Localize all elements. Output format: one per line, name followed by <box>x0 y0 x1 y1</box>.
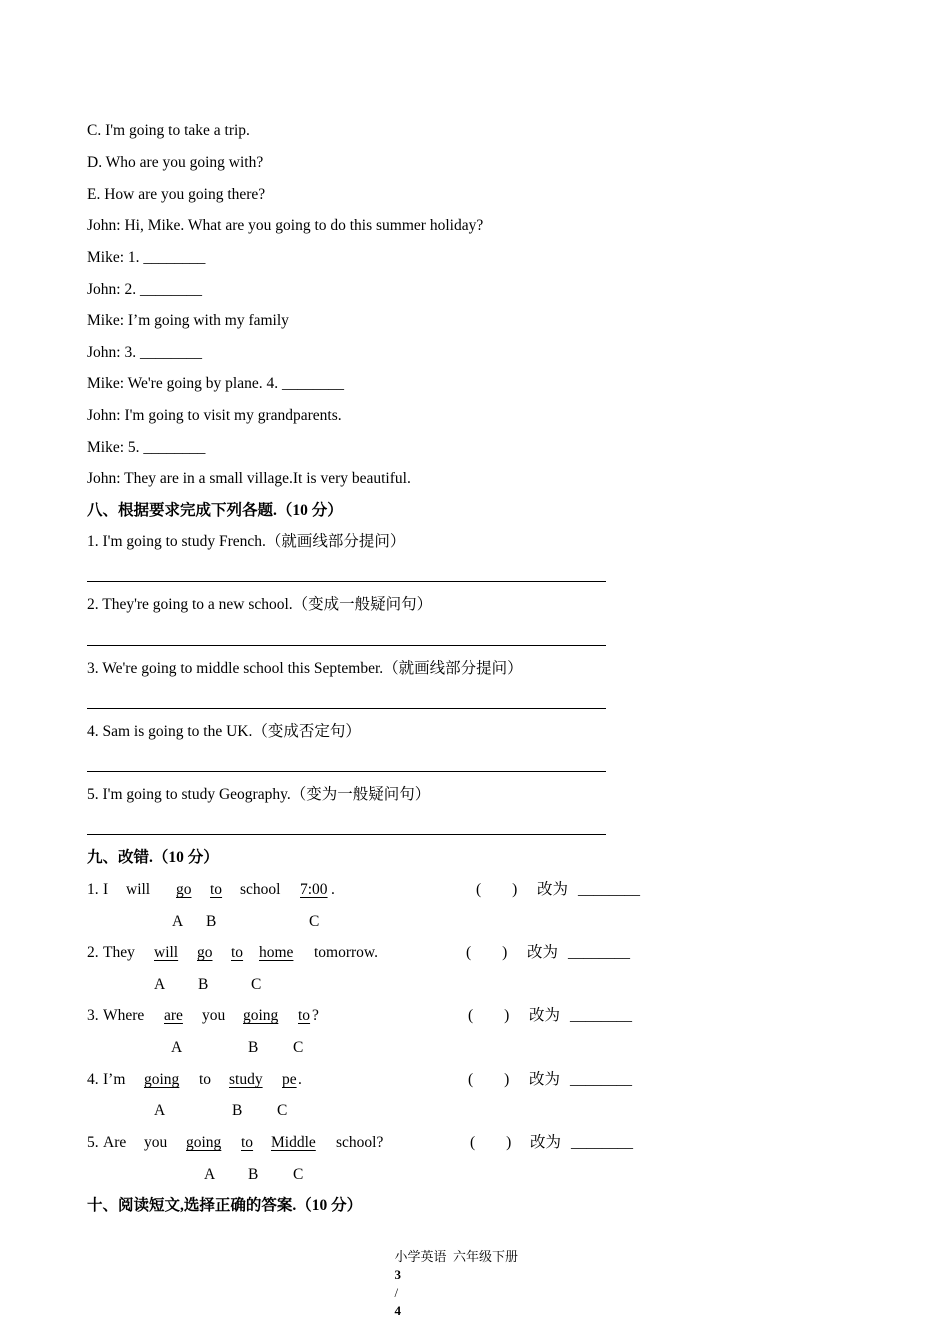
word-underlined-c: to <box>231 944 244 961</box>
answer-line[interactable] <box>87 581 606 582</box>
correction-blank[interactable]: ________ <box>570 1071 632 1088</box>
word-underlined-a: will <box>154 944 179 961</box>
rewrite-item-3: 3. We're going to middle school this September.（就画线部分提问） <box>87 660 523 677</box>
option-letter: C <box>293 1039 304 1056</box>
word-underlined-c: Middle <box>271 1134 316 1151</box>
change-to-label: 改为 <box>530 1134 562 1151</box>
dialogue-line: John: 3. ________ <box>87 344 202 361</box>
correction-blank[interactable]: ________ <box>578 881 640 898</box>
option-letter: A <box>204 1166 216 1183</box>
word-underlined-a: go <box>176 881 192 898</box>
dialogue-line: Mike: We're going by plane. 4. ________ <box>87 375 344 392</box>
option-letter: A <box>171 1039 183 1056</box>
option-letter: C <box>277 1102 288 1119</box>
word: you <box>202 1007 226 1024</box>
section-9-title: 九、改错.（10 分） <box>87 849 219 866</box>
word-underlined-a: going <box>144 1071 180 1088</box>
word-underlined-a: going <box>186 1134 222 1151</box>
page-separator: / <box>394 1285 399 1300</box>
option-d: D. Who are you going with? <box>87 154 264 171</box>
change-to-label: 改为 <box>529 1007 561 1024</box>
rewrite-item-2: 2. They're going to a new school.（变成一般疑问句） <box>87 596 433 613</box>
option-letter: C <box>251 976 262 993</box>
page-total: 4 <box>394 1303 401 1318</box>
word: . <box>331 881 335 898</box>
dialogue-line: Mike: I’m going with my family <box>87 312 289 329</box>
rewrite-item-4: 4. Sam is going to the UK.（变成否定句） <box>87 723 361 740</box>
word: They <box>103 944 135 961</box>
option-letter: C <box>293 1166 304 1183</box>
dialogue-line: John: 2. ________ <box>87 281 202 298</box>
word-underlined-b: going <box>243 1007 279 1024</box>
dialogue-line: John: Hi, Mike. What are you going to do this summer holiday? <box>87 217 484 234</box>
answer-bracket[interactable]: ( ) <box>466 944 508 961</box>
word: to <box>199 1071 212 1088</box>
answer-bracket[interactable]: ( ) <box>470 1134 512 1151</box>
word: school? <box>336 1134 384 1151</box>
option-letter: A <box>154 1102 166 1119</box>
word-underlined-b: to <box>241 1134 254 1151</box>
section-10-title: 十、阅读短文,选择正确的答案.（10 分） <box>87 1197 363 1214</box>
option-letter: B <box>248 1166 259 1183</box>
footer-label: 小学英语 六年级下册 <box>394 1249 519 1264</box>
answer-line[interactable] <box>87 834 606 835</box>
change-to-label: 改为 <box>537 881 569 898</box>
word-underlined-c: pe <box>282 1071 297 1088</box>
option-letter: B <box>206 913 217 930</box>
word: Are <box>103 1134 127 1151</box>
correction-blank[interactable]: ________ <box>571 1134 633 1151</box>
word: Where <box>103 1007 145 1024</box>
option-e: E. How are you going there? <box>87 186 266 203</box>
change-to-label: 改为 <box>527 944 559 961</box>
item-number: 3. <box>87 1007 99 1024</box>
option-letter: B <box>248 1039 259 1056</box>
word-underlined-b: to <box>210 881 223 898</box>
word-underlined-b: go <box>197 944 213 961</box>
option-letter: A <box>172 913 184 930</box>
rewrite-item-1: 1. I'm going to study French.（就画线部分提问） <box>87 533 406 550</box>
word-underlined-b: study <box>229 1071 263 1088</box>
word-underlined-c: to <box>298 1007 311 1024</box>
answer-line[interactable] <box>87 645 606 646</box>
word-underlined-c: 7:00 <box>300 881 328 898</box>
dialogue-line: John: I'm going to visit my grandparents. <box>87 407 342 424</box>
section-8-title: 八、根据要求完成下列各题.（10 分） <box>87 502 343 519</box>
item-number: 1. <box>87 881 99 898</box>
word-underlined-c: home <box>259 944 294 961</box>
page-number: 3 <box>394 1267 401 1282</box>
word-underlined-a: are <box>164 1007 183 1024</box>
answer-line[interactable] <box>87 771 606 772</box>
correction-blank[interactable]: ________ <box>570 1007 632 1024</box>
page-footer <box>388 1230 518 1320</box>
option-c: C. I'm going to take a trip. <box>87 122 250 139</box>
item-number: 2. <box>87 944 99 961</box>
option-letter: B <box>232 1102 243 1119</box>
word: I <box>103 881 109 898</box>
option-letter: C <box>309 913 320 930</box>
word: will <box>126 881 151 898</box>
word: tomorrow. <box>314 944 378 961</box>
word: ? <box>312 1007 319 1024</box>
answer-bracket[interactable]: ( ) <box>468 1071 510 1088</box>
dialogue-line: Mike: 5. ________ <box>87 439 206 456</box>
option-letter: B <box>198 976 209 993</box>
word: I’m <box>103 1071 126 1088</box>
rewrite-item-5: 5. I'm going to study Geography.（变为一般疑问句） <box>87 786 431 803</box>
item-number: 5. <box>87 1134 99 1151</box>
dialogue-line: Mike: 1. ________ <box>87 249 206 266</box>
item-number: 4. <box>87 1071 99 1088</box>
answer-line[interactable] <box>87 708 606 709</box>
word: school <box>240 881 281 898</box>
word: you <box>144 1134 168 1151</box>
answer-bracket[interactable]: ( ) <box>468 1007 510 1024</box>
change-to-label: 改为 <box>529 1071 561 1088</box>
answer-bracket[interactable]: ( ) <box>476 881 518 898</box>
dialogue-line: John: They are in a small village.It is very beautiful. <box>87 470 411 487</box>
option-letter: A <box>154 976 166 993</box>
correction-blank[interactable]: ________ <box>568 944 630 961</box>
word: . <box>298 1071 302 1088</box>
